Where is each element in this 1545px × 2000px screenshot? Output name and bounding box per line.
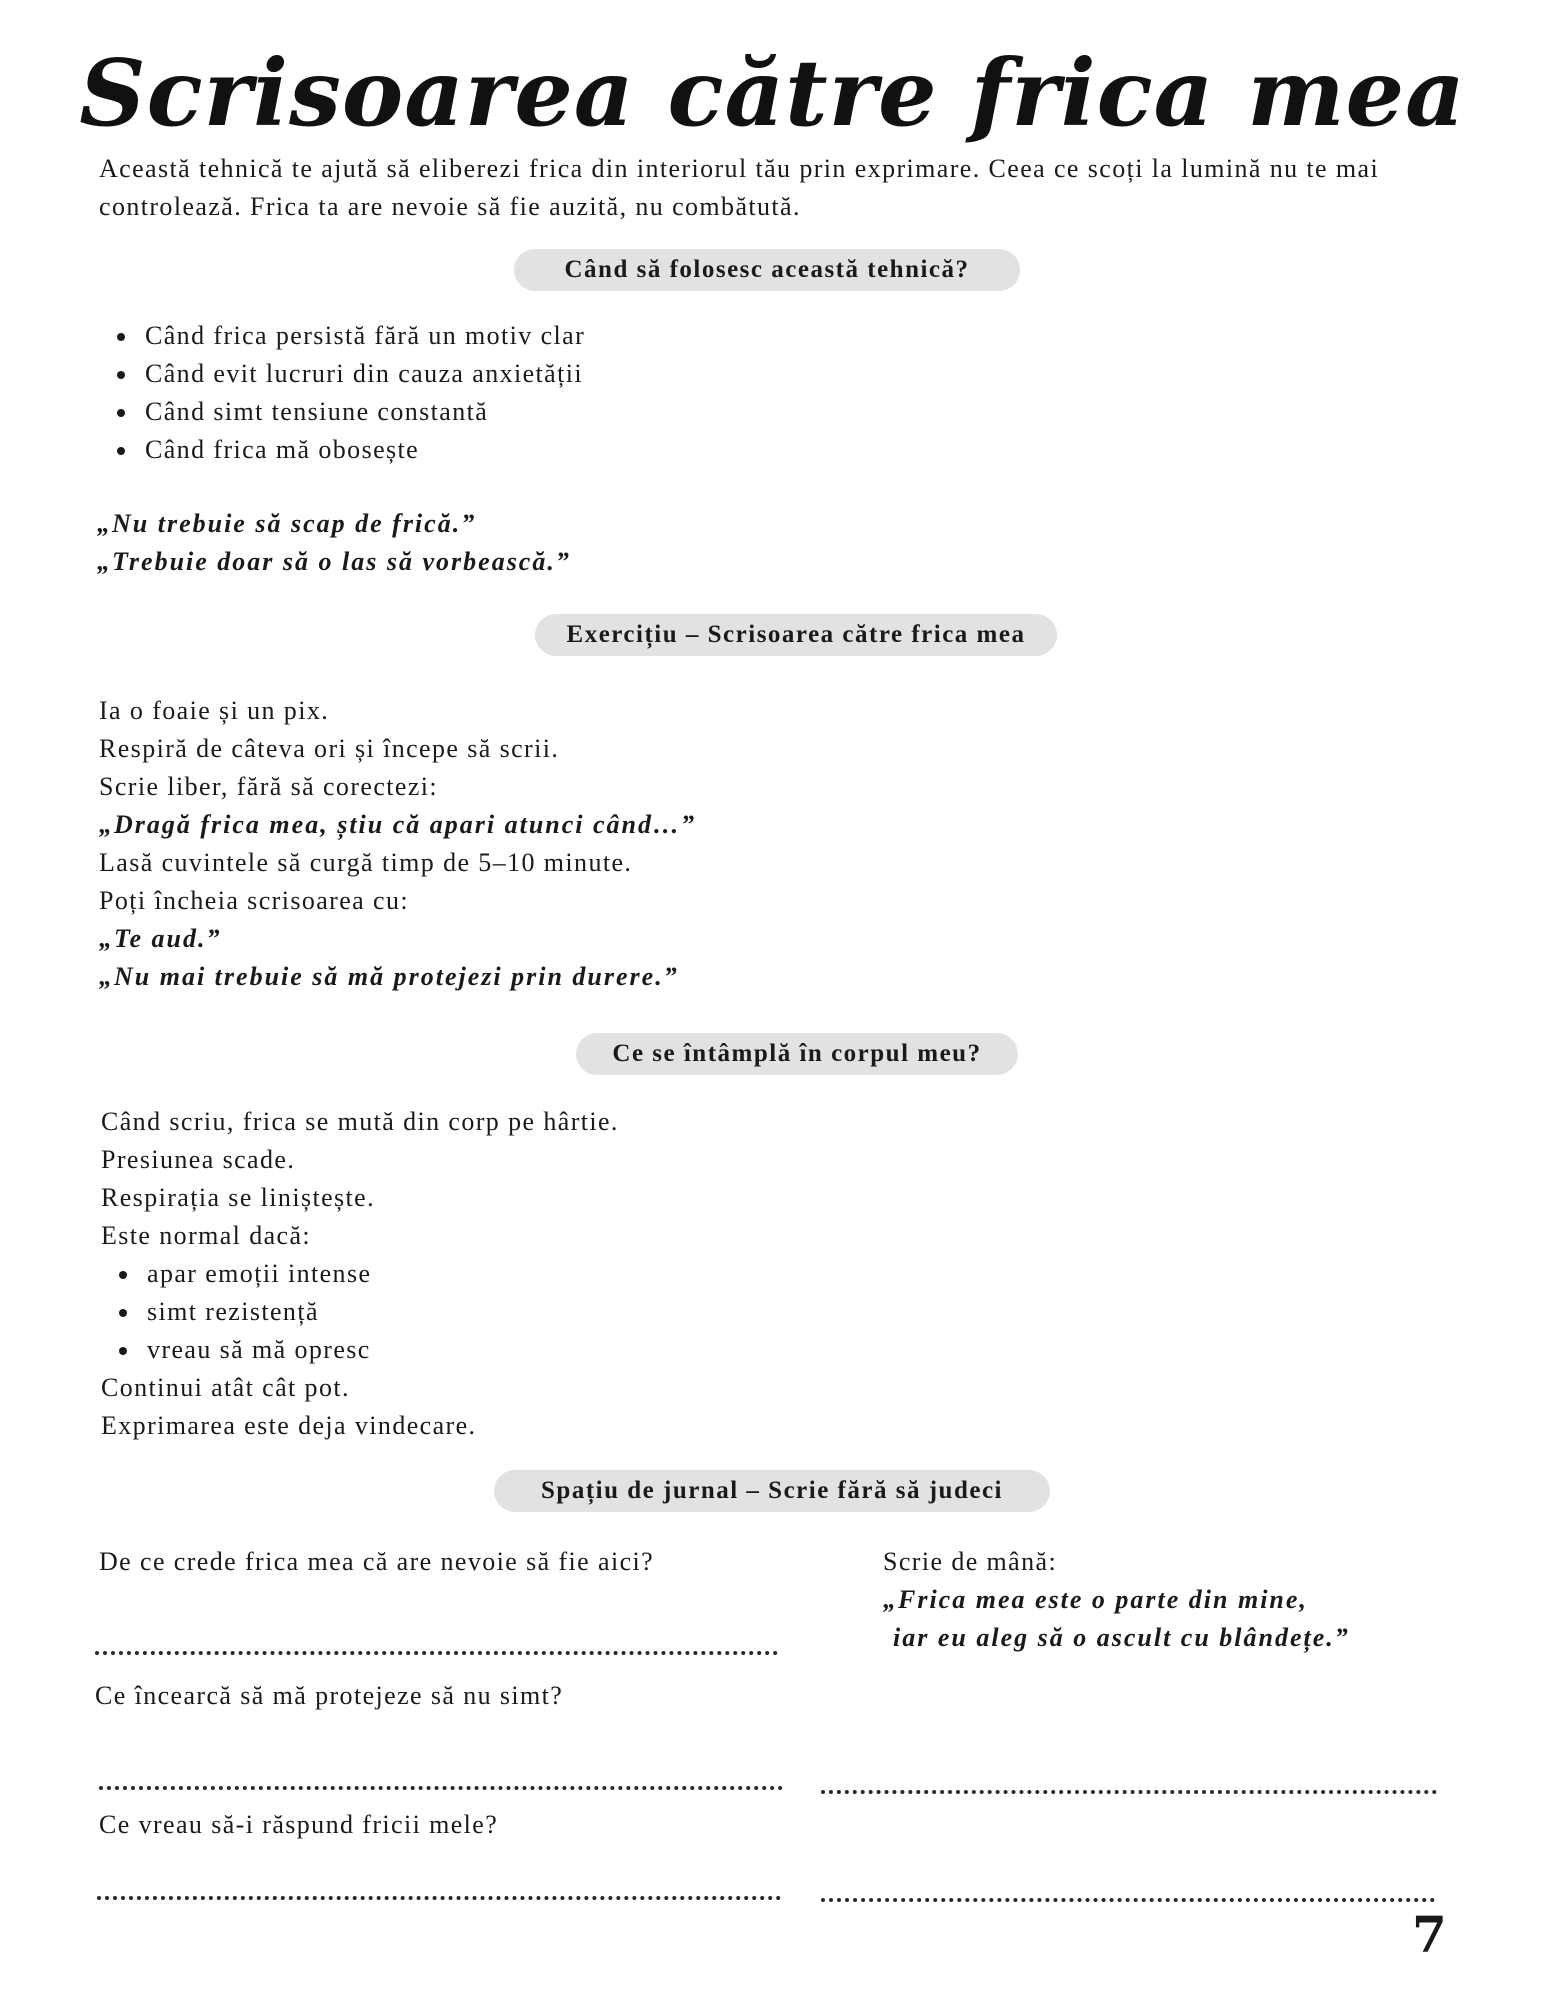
page-title: Scrisoarea către frica mea	[79, 39, 1466, 147]
section-heading-when: Când să folosesc această tehnică?	[514, 249, 1020, 291]
handwrite-quote: iar eu aleg să o ascult cu blândețe.”	[893, 1623, 1350, 1652]
body-line: Când scriu, frica se mută din corp pe hârtie.	[101, 1107, 619, 1136]
section-heading-body: Ce se întâmplă în corpul meu?	[576, 1033, 1018, 1075]
list-item: Când frica mă obosește	[99, 431, 999, 469]
section-heading-exercise: Exercițiu – Scrisoarea către frica mea	[535, 614, 1057, 656]
exercise-block	[99, 692, 1099, 996]
quote-line: „Trebuie doar să o las să vorbească.”	[97, 547, 571, 576]
body-line: Continui atât cât pot.	[101, 1373, 350, 1402]
handwrite-line-1[interactable]	[821, 1790, 1437, 1794]
when-bullet-list	[99, 317, 999, 469]
handwrite-block	[883, 1543, 1463, 1657]
when-list-block	[99, 317, 999, 469]
journal-answer-line-3[interactable]	[97, 1896, 781, 1900]
list-item: apar emoții intense	[101, 1255, 1101, 1293]
exercise-line: Poți încheia scrisoarea cu:	[99, 886, 409, 915]
quote-line: „Nu trebuie să scap de frică.”	[97, 509, 477, 538]
journal-question-2: Ce încearcă să mă protejeze să nu simt?	[95, 1681, 564, 1710]
exercise-quote: „Nu mai trebuie să mă protejezi prin durere.”	[99, 962, 679, 991]
body-line: Presiunea scade.	[101, 1145, 296, 1174]
handwrite-line-2[interactable]	[821, 1898, 1435, 1902]
journal-question-3: Ce vreau să-i răspund fricii mele?	[99, 1810, 499, 1839]
exercise-line: Respiră de câteva ori și începe să scrii.	[99, 734, 560, 763]
handwrite-quote: „Frica mea este o parte din mine,	[883, 1585, 1308, 1614]
quote-block-1	[97, 505, 997, 581]
body-line: Este normal dacă:	[101, 1221, 312, 1250]
intro-paragraph: Această tehnică te ajută să eliberezi frica din interiorul tău prin exprimare. Ceea ce scoți la lumină nu te mai controlează. Frica ta are nevoie să fie auzită, nu combătută.	[99, 154, 1380, 221]
body-line: Respirația se liniștește.	[101, 1183, 376, 1212]
exercise-quote: „Te aud.”	[99, 924, 222, 953]
exercise-line: Lasă cuvintele să curgă timp de 5–10 minute.	[99, 848, 633, 877]
journal-question-1: De ce crede frica mea că are nevoie să fie aici?	[99, 1547, 655, 1576]
exercise-line: Ia o foaie și un pix.	[99, 696, 330, 725]
journal-answer-line-2[interactable]	[99, 1786, 783, 1790]
exercise-quote: „Dragă frica mea, știu că apari atunci când…”	[99, 810, 697, 839]
section-heading-journal: Spațiu de jurnal – Scrie fără să judeci	[494, 1470, 1050, 1512]
body-block	[101, 1103, 1101, 1445]
handwrite-label: Scrie de mână:	[883, 1547, 1058, 1576]
page-number: 7	[1412, 1905, 1447, 1964]
exercise-line: Scrie liber, fără să corectezi:	[99, 772, 439, 801]
body-line: Exprimarea este deja vindecare.	[101, 1411, 477, 1440]
list-item: vreau să mă opresc	[101, 1331, 1101, 1369]
body-bullet-list	[101, 1255, 1101, 1369]
list-item: simt rezistență	[101, 1293, 1101, 1331]
list-item: Când frica persistă fără un motiv clar	[99, 317, 999, 355]
list-item: Când evit lucruri din cauza anxietății	[99, 355, 999, 393]
journal-answer-line-1[interactable]	[95, 1651, 778, 1655]
list-item: Când simt tensiune constantă	[99, 393, 999, 431]
